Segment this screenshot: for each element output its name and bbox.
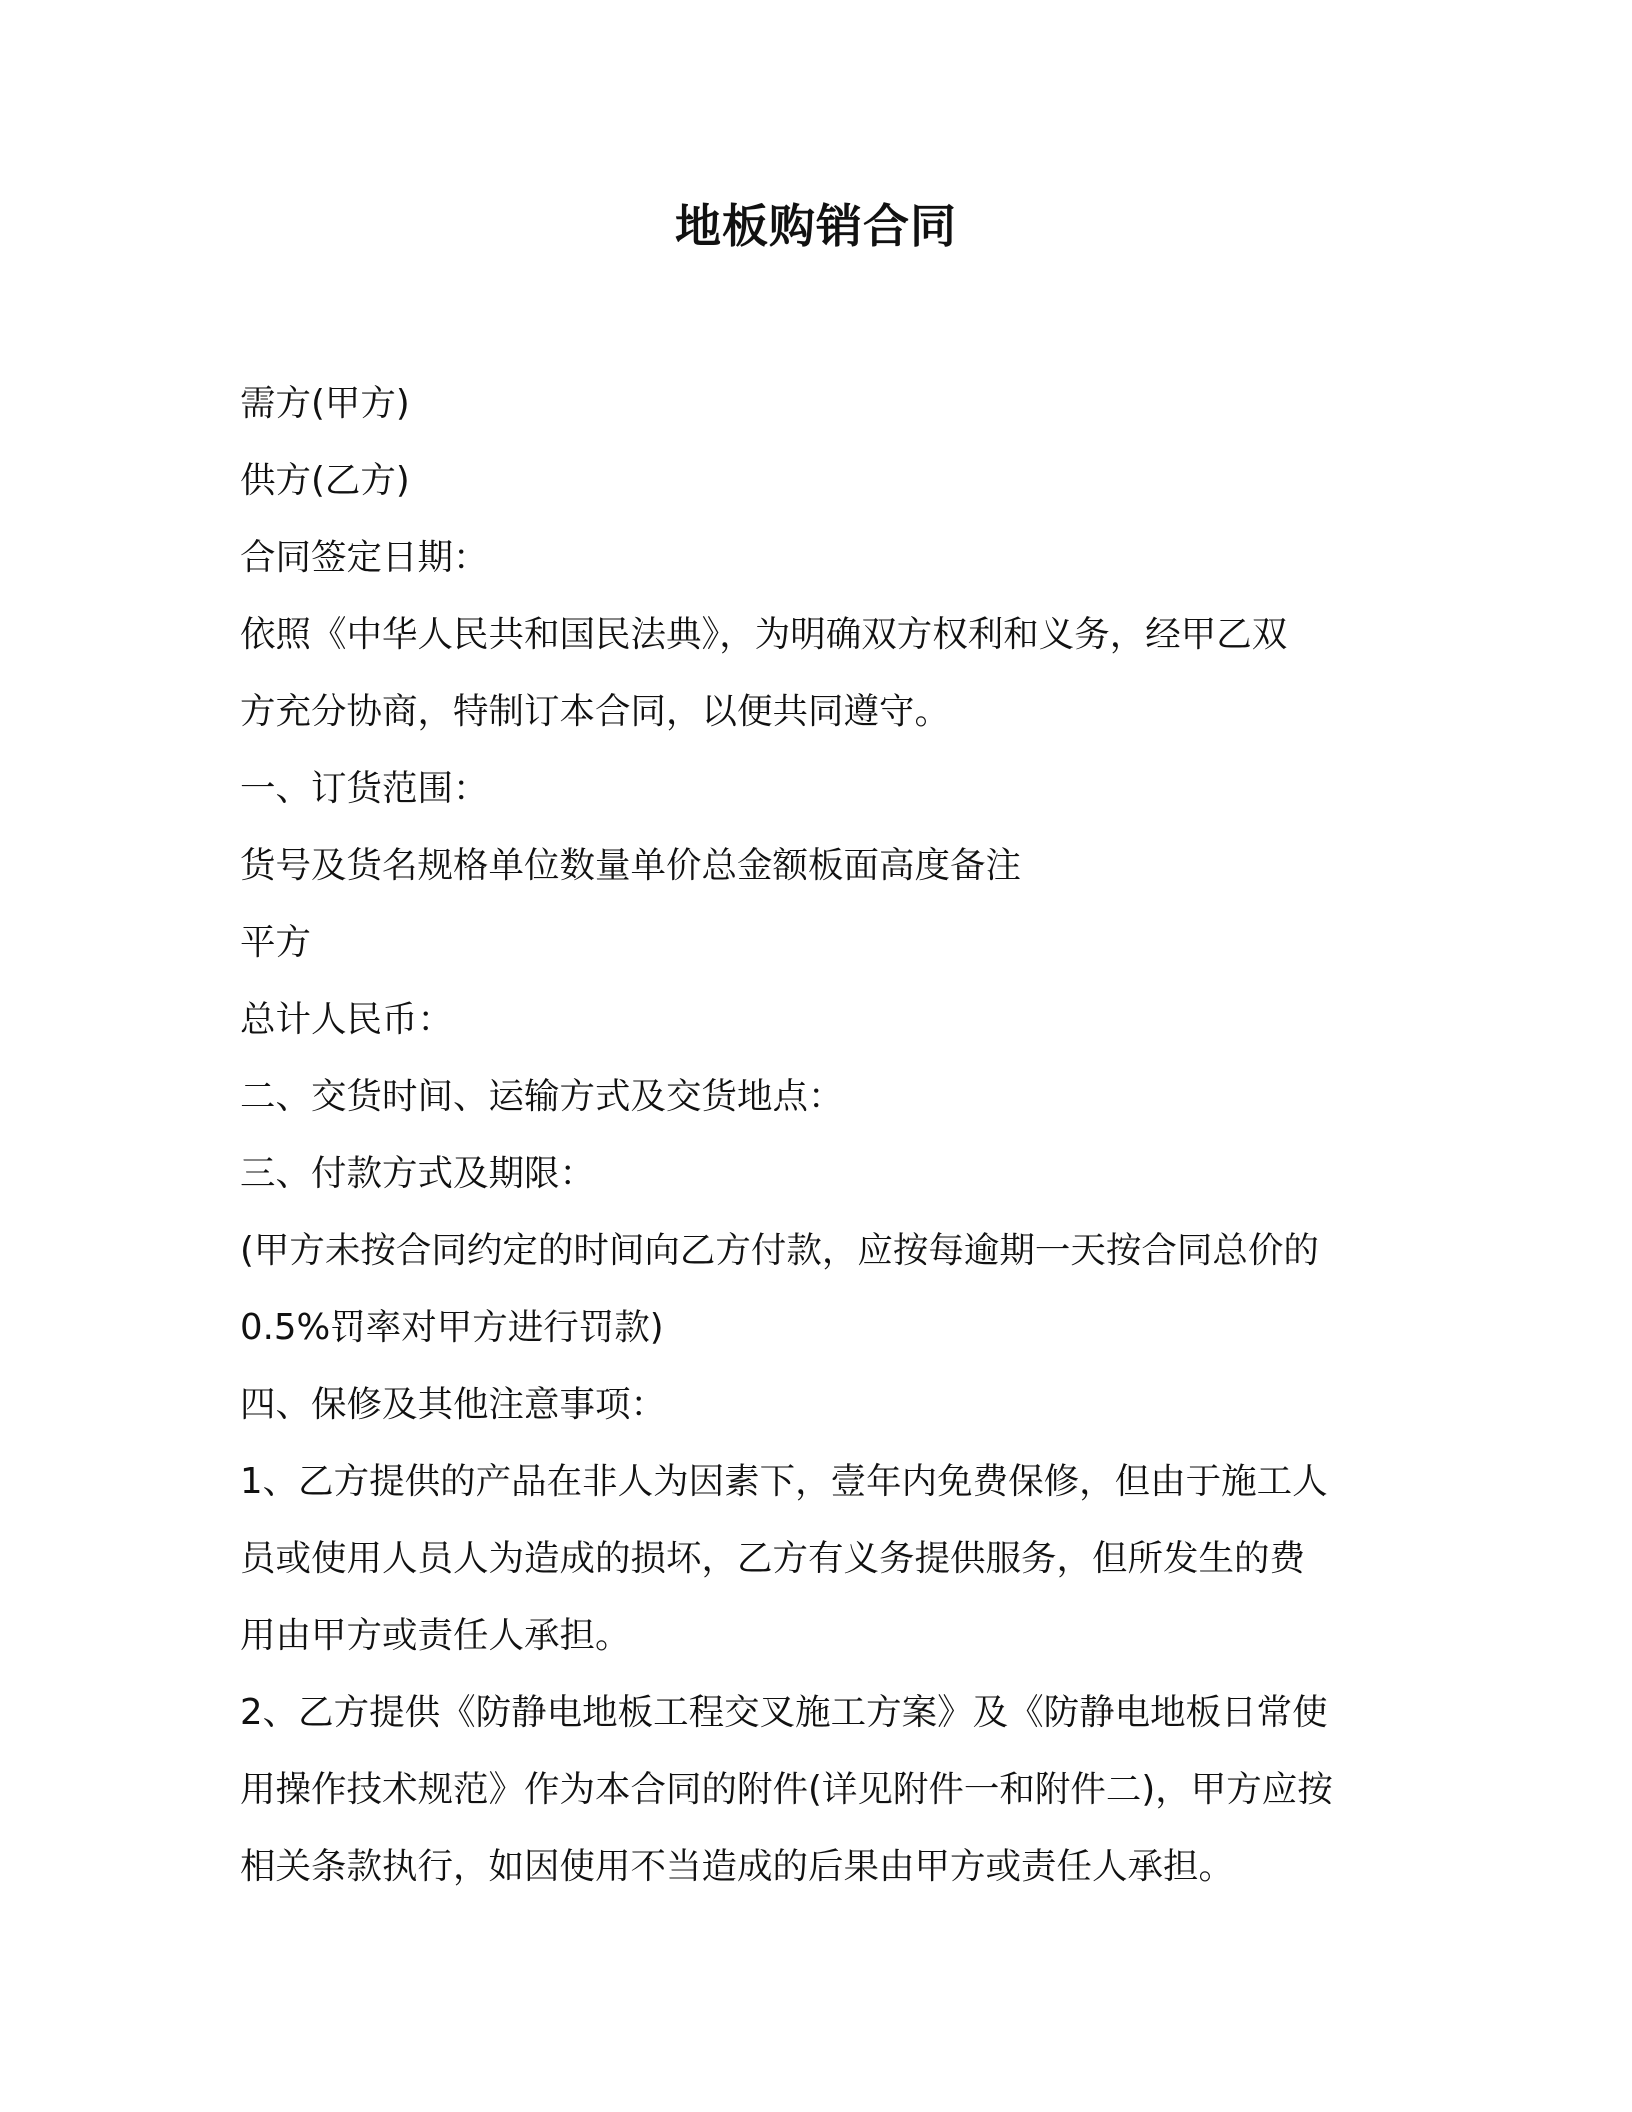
document-body (240, 365, 1420, 1905)
clause-1-line-3: 用由甲方或责任人承担。 (240, 1615, 631, 1656)
section-1-heading: 一、订货范围： (240, 768, 489, 809)
clause-1-line-1: 1、乙方提供的产品在非人为因素下，壹年内免费保修，但由于施工人 (240, 1461, 1328, 1502)
clause-2-line-2: 用操作技术规范》作为本合同的附件(详见附件一和附件二)，甲方应按 (240, 1769, 1333, 1810)
clause-2-line-1: 2、乙方提供《防静电地板工程交叉施工方案》及《防静电地板日常使 (240, 1692, 1328, 1733)
preamble-line-2: 方充分协商，特制订本合同，以便共同遵守。 (240, 691, 951, 732)
penalty-line-2: 0.5%罚率对甲方进行罚款) (240, 1307, 664, 1348)
clause-2-line-3: 相关条款执行，如因使用不当造成的后果由甲方或责任人承担。 (240, 1846, 1235, 1887)
supplier-party-line: 供方(乙方) (240, 460, 410, 501)
preamble-line-1: 依照《中华人民共和国民法典》，为明确双方权利和义务，经甲乙双 (240, 614, 1288, 655)
section-3-heading: 三、付款方式及期限： (240, 1153, 596, 1194)
section-2-heading: 二、交货时间、运输方式及交货地点： (240, 1076, 844, 1117)
signing-date-line: 合同签定日期： (240, 537, 489, 578)
order-table-header-line: 货号及货名规格单位数量单价总金额板面高度备注 (240, 845, 1022, 886)
clause-1-line-2: 员或使用人员人为造成的损坏，乙方有义务提供服务，但所发生的费 (240, 1538, 1306, 1579)
unit-line: 平方 (240, 922, 312, 963)
section-4-heading: 四、保修及其他注意事项： (240, 1384, 667, 1425)
penalty-line-1: (甲方未按合同约定的时间向乙方付款，应按每逾期一天按合同总价的 (240, 1230, 1319, 1271)
document-title: 地板购销合同 (675, 199, 957, 253)
buyer-party-line: 需方(甲方) (240, 383, 410, 424)
total-rmb-line: 总计人民币： (240, 999, 454, 1040)
